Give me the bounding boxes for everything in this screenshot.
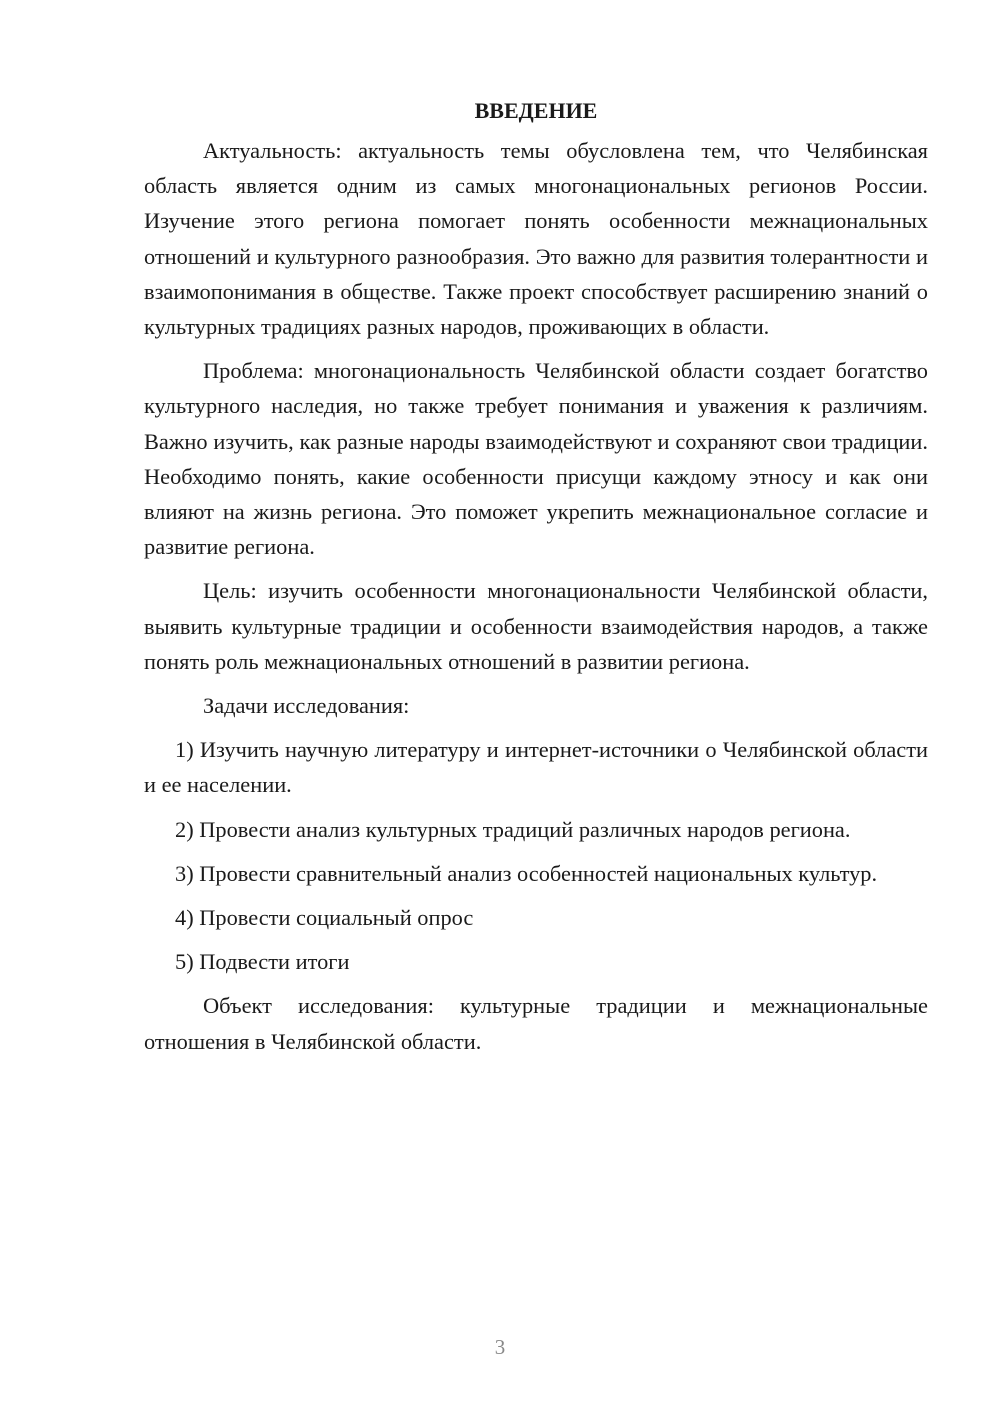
research-object-paragraph: Объект исследования: культурные традиции и межнациональные отношения в Челябинской области. [144, 993, 928, 1054]
task-item-1: 1) Изучить научную литературу и интернет-источники о Челябинской области и ее населении. [144, 737, 928, 798]
relevance-paragraph: Актуальность: актуальность темы обусловлена тем, что Челябинская область является одним из самых многонациональных регионов России. Изучение этого региона помогает понять особенности межнациональных отношений и культурного разнообразия. Это важно для развития толерантности и взаимопонимания в обществе. Также проект способствует расширению знаний о культурных традициях разных народов, проживающих в области. [144, 138, 928, 340]
tasks-heading: Задачи исследования: [203, 693, 410, 719]
page-content [144, 94, 928, 1068]
task-item-4: 4) Провести социальный опрос [175, 905, 474, 931]
problem-paragraph: Проблема: многонациональность Челябинской области создает богатство культурного наследия, но также требует понимания и уважения к различиям. Важно изучить, как разные народы взаимодействуют и сохраняют свои традиции. Необходимо понять, какие особенности присущи каждому этносу и как они влияют на жизнь региона. Это поможет укрепить межнациональное согласие и развитие региона. [144, 358, 928, 560]
page-number: 3 [494, 1335, 506, 1359]
task-item-2: 2) Провести анализ культурных традиций различных народов региона. [175, 816, 851, 842]
task-item-3: 3) Провести сравнительный анализ особенностей национальных культур. [175, 860, 878, 886]
goal-paragraph: Цель: изучить особенности многонациональности Челябинской области, выявить культурные традиции и особенности взаимодействия народов, а также понять роль межнациональных отношений в развитии региона. [144, 578, 928, 674]
task-item-5: 5) Подвести итоги [175, 949, 350, 975]
section-heading: ВВЕДЕНИЕ [474, 98, 598, 123]
